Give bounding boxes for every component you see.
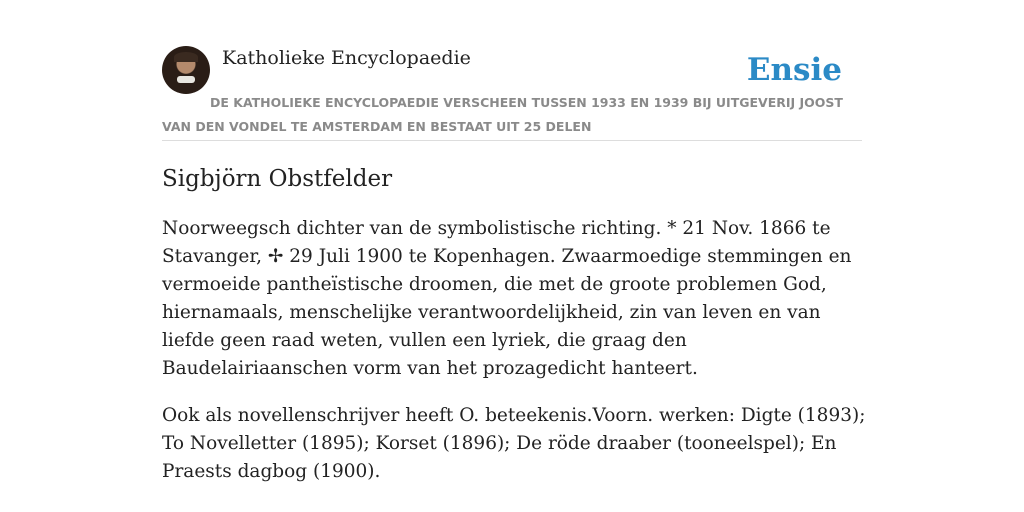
avatar-hair: [174, 52, 198, 62]
brand-logo-link[interactable]: Ensie: [746, 52, 842, 88]
article-paragraph: Noorweegsch dichter van de symbolistische richting. * 21 Nov. 1866 te Stavanger, ✢ 29 Juli 1900 te Kopenhagen. Zwaarmoedige stemmingen en vermoeide pantheïstische droomen, die met de groote problemen God, hiernamaals, menschelijke verantwoordelijkheid, zin van leven en van liefde geen raad weten, vullen een lyriek, die graag den Baudelairiaanschen vorm van het prozagedicht hanteert.: [162, 218, 852, 379]
site-title[interactable]: Katholieke Encyclopaedie: [222, 47, 471, 69]
site-subtitle: DE KATHOLIEKE ENCYCLOPAEDIE VERSCHEEN TUSSEN 1933 EN 1939 BIJ UITGEVERIJ JOOST VAN DEN VONDEL TE AMSTERDAM EN BESTAAT UIT 25 DELEN: [162, 95, 843, 134]
avatar-collar: [177, 76, 195, 83]
article: [162, 162, 867, 486]
article-title: Sigbjörn Obstfelder: [162, 166, 393, 192]
article-paragraph: Ook als novellenschrijver heeft O. beteekenis.Voorn. werken: Digte (1893); To Novelletter (1895); Korset (1896); De röde draaber (tooneelspel); En Praests dagbog (1900).: [162, 405, 866, 482]
site-header: [162, 46, 862, 141]
portrait-avatar: [162, 46, 210, 94]
